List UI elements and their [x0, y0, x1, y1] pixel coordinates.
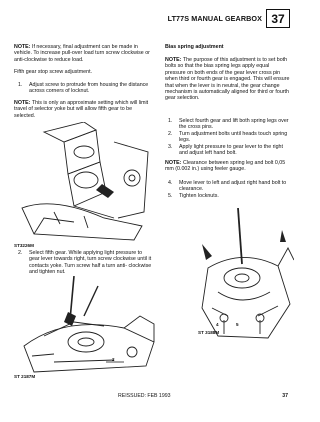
step-item: [168, 180, 290, 193]
step-text: Select fifth gear. While applying light pressure to gear lever towards right, turn screw clockwise until it contacts yoke. Turn screw half a turn anti- clockwise and tighten nut.: [29, 250, 152, 276]
left-note-2: [14, 100, 152, 119]
fifth-gear-heading: Fifth gear stop screw adjustment.: [14, 69, 93, 75]
gearbox-stop-screw-illustration: [14, 122, 154, 244]
bias-spring-heading: Bias spring adjustment: [165, 44, 224, 50]
figure-1-code: ST3226M: [14, 243, 34, 248]
note-text: Clearance between spring leg and bolt 0,05 mm (0.002 in.) using feeler gauge.: [165, 160, 286, 173]
step-text: Adjust screw to protrude from housing the distance across corners of locknut.: [29, 82, 149, 95]
note-text: If necessary, final adjustment can be made in vehicle. To increase pull-over load turn screw clockwise or anti-clockwise to reduce load.: [14, 44, 150, 63]
step-number: 5.: [168, 192, 173, 199]
step-number: 2.: [168, 130, 173, 137]
figure-2-callout: 2: [112, 357, 115, 362]
step-item: [168, 131, 290, 144]
note-label: NOTE:: [14, 100, 31, 106]
step-text: Select fourth gear and lift both spring legs over the cross pins.: [179, 118, 289, 131]
step-number: 3.: [168, 143, 173, 150]
fifth-gear-lever-illustration: [14, 276, 159, 380]
step-text: Move lever to left and adjust right hand bolt to clearance.: [179, 180, 287, 193]
page-number: 37: [282, 393, 288, 399]
step-item: [168, 144, 290, 157]
step-number: 1.: [168, 118, 173, 124]
step-item: [168, 193, 290, 199]
section-number-box: 37: [266, 9, 290, 28]
step-number: 2.: [18, 250, 23, 256]
step-text: Apply light pressure to gear lever to the right and adjust left hand bolt.: [179, 143, 283, 157]
right-note-1: [165, 57, 291, 102]
right-note-2: [165, 160, 291, 173]
note-label: NOTE:: [14, 44, 31, 50]
step-text: Turn adjustment bolts until heads touch spring legs.: [179, 130, 288, 144]
right-steps-a: [168, 118, 290, 156]
step-number: 1.: [18, 82, 23, 88]
step-item: [168, 118, 290, 131]
right-steps-b: [168, 180, 290, 199]
step-number: 4.: [168, 180, 173, 186]
step-item: [18, 82, 152, 95]
note-label: NOTE:: [165, 160, 182, 166]
figure-callout-4: 4: [216, 322, 219, 327]
bias-spring-illustration: [198, 208, 294, 344]
left-steps-bottom: [18, 250, 152, 276]
note-text: The purpose of this adjustment is to set both bolts so that the bias spring legs apply equal pressure on both ends of the gear lever cross pin when third or fourth gear is engaged. This will ensure that when the lever is in neutral, the gear change mechanism is automatically aligned for third or fourth gear selection.: [165, 57, 290, 102]
left-steps-top: [18, 82, 152, 95]
figure-3-code: ST 3188M: [198, 330, 220, 335]
note-text: This is only an approximate setting which will limit travel of selector yoke but will allow fifth gear to be selected.: [14, 100, 149, 119]
reissue-date: REISSUED: FEB 1993: [118, 393, 171, 399]
figure-callout-5: 5: [236, 322, 239, 327]
figure-2-code: ST 2187M: [14, 374, 36, 379]
page-header-title: LT77S MANUAL GEARBOX: [167, 14, 262, 23]
step-text: Tighten locknuts.: [179, 192, 219, 199]
note-label: NOTE:: [165, 57, 182, 63]
step-item: [18, 250, 152, 276]
left-note-1: [14, 44, 152, 63]
